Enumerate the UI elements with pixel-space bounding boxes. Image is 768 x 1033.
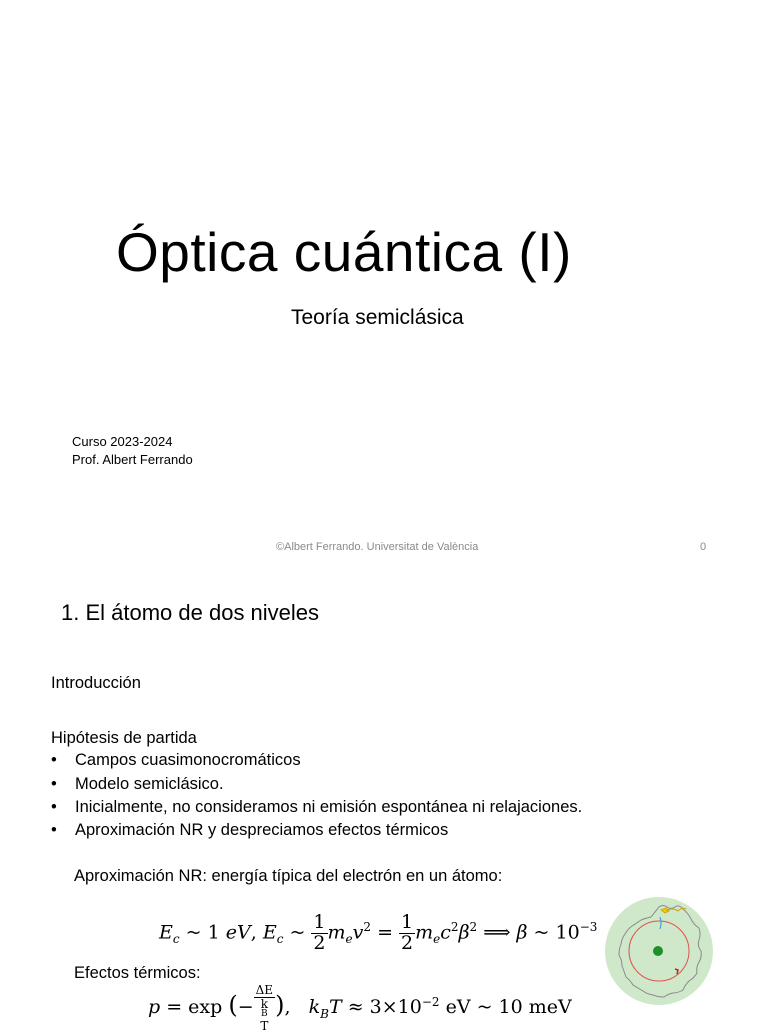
- list-item: • Campos cuasimonocromáticos: [51, 751, 301, 769]
- thermal-effects-label: Efectos térmicos:: [74, 964, 201, 982]
- professor-name: Prof. Albert Ferrando: [72, 452, 193, 467]
- course-year: Curso 2023-2024: [72, 434, 173, 449]
- nr-approximation-label: Aproximación NR: energía típica del electrón en un átomo:: [74, 867, 503, 885]
- page-number: 0: [700, 541, 707, 553]
- section-title: 1. El átomo de dos niveles: [61, 600, 320, 625]
- formula-thermal: p = exp (− ΔE k B T ), $k_BT \approx 3\times 10^{-2}$ eV ~ 10 meV: [148, 983, 572, 1033]
- intro-heading: Introducción: [51, 674, 141, 692]
- copyright-footer: ©Albert Ferrando. Universitat de València: [276, 541, 479, 553]
- list-item: • Modelo semiclásico.: [51, 775, 224, 793]
- list-item: • Inicialmente, no consideramos ni emisión espontánea ni relajaciones.: [51, 798, 583, 816]
- atom-illustration: [603, 895, 715, 1007]
- slide-title: Óptica cuántica (I): [116, 221, 572, 283]
- slide-subtitle: Teoría semiclásica: [291, 306, 464, 329]
- hypotheses-heading: Hipótesis de partida: [51, 729, 197, 747]
- formula-electron-energy: $E_c$ ~ 1 eV, $E_c$ ~ $\frac{1}{2}$ $m_ev^2$ = $\frac{1}{2}$ $m_ec^2\beta^2$ ⟹ β ~ $10^{-3}$: [159, 911, 598, 954]
- nucleus-icon: [653, 946, 663, 956]
- list-item: • Aproximación NR y despreciamos efectos térmicos: [51, 821, 449, 839]
